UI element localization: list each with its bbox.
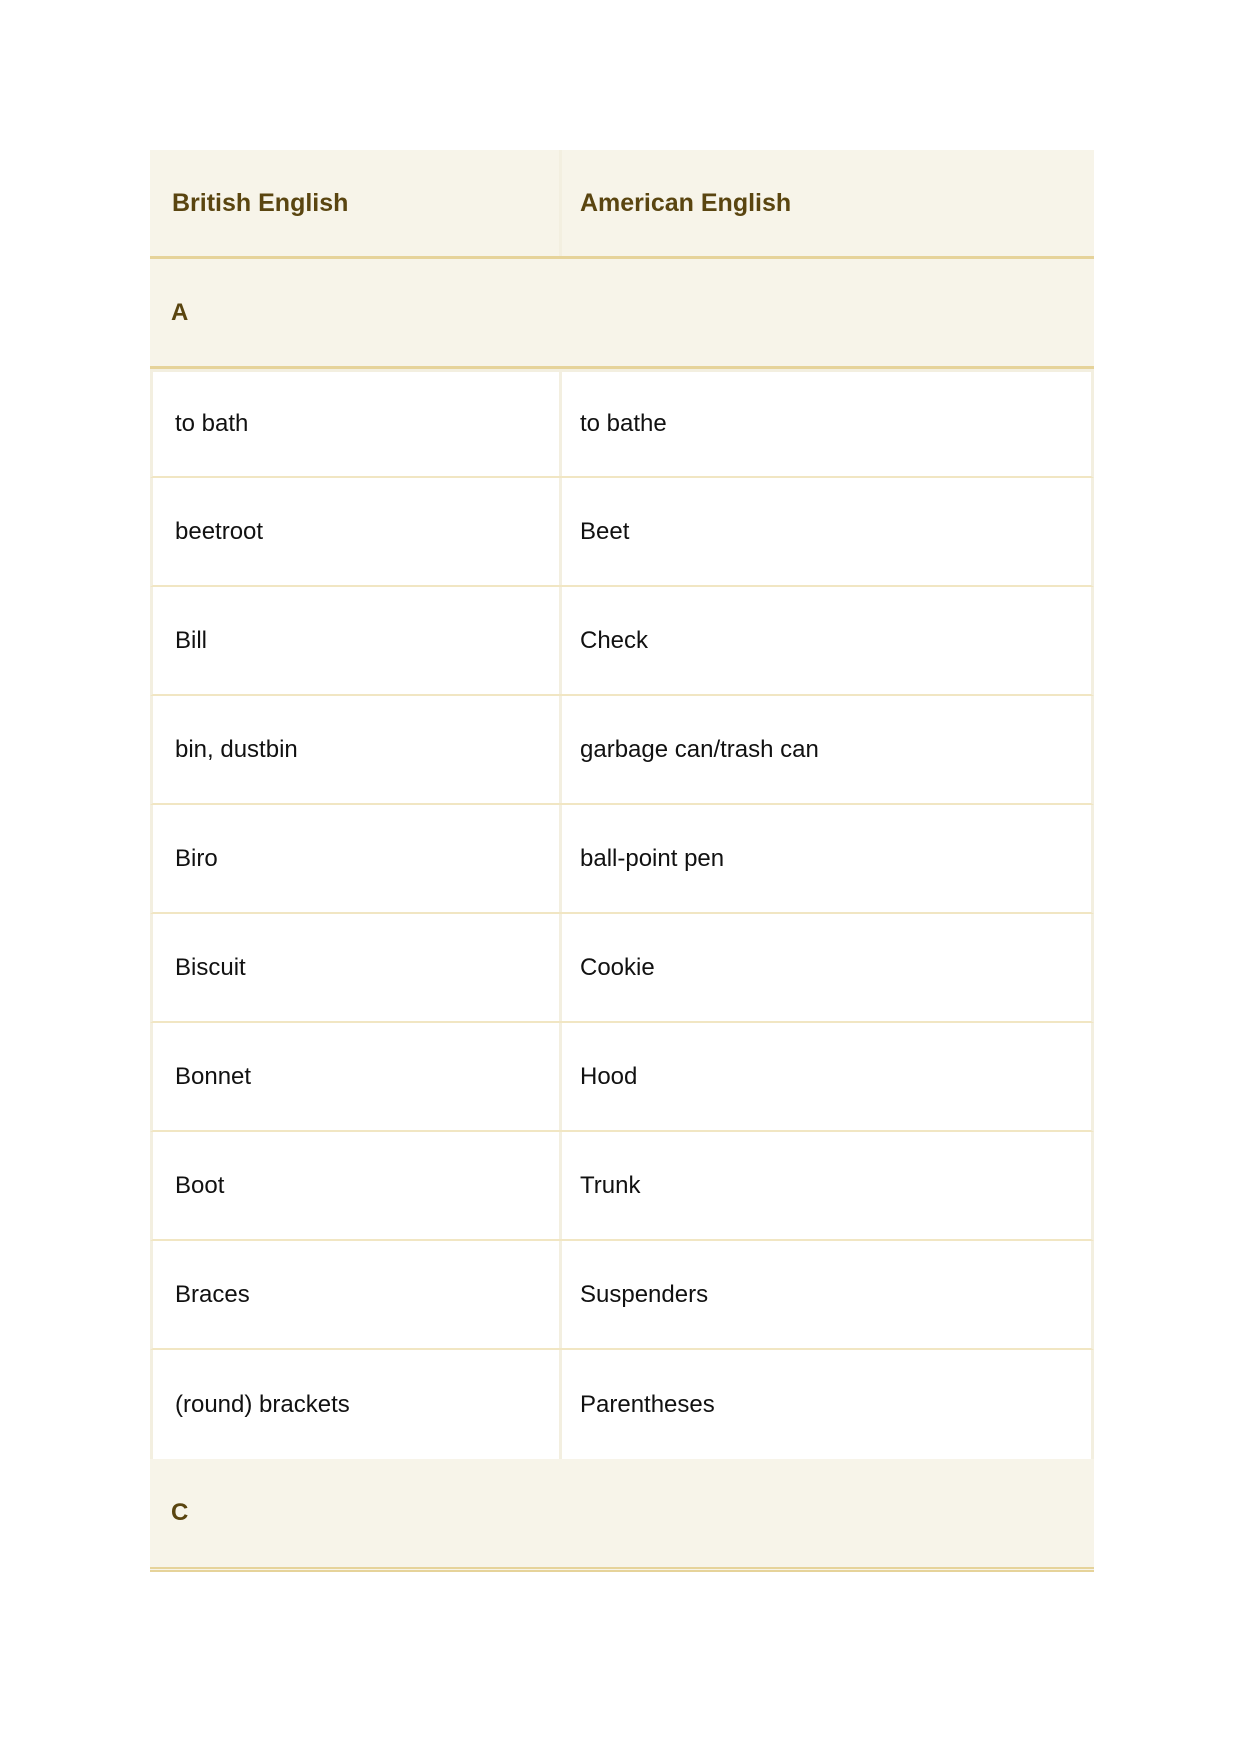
british-term: Biro [153,805,562,912]
british-american-vocabulary-table [150,150,1094,1572]
table-row [150,1023,1094,1132]
british-term: Bonnet [153,1023,562,1130]
american-term: garbage can/trash can [580,735,819,763]
table-header-row [150,150,1094,259]
table-row [150,914,1094,1023]
british-term: Braces [153,1241,562,1348]
header-british-english: British English [150,150,562,256]
section-header-a: A [150,259,1094,369]
british-term: beetroot [153,478,562,585]
section-header-c: C [150,1459,1094,1572]
header-american-english: American English [562,150,1094,256]
british-term: bin, dustbin [153,696,562,803]
american-term: Suspenders [580,1280,709,1308]
american-term: Beet [580,517,630,545]
table-row [150,1132,1094,1241]
american-term: to bathe [580,410,667,437]
table-row [150,587,1094,696]
british-term: Bill [153,587,562,694]
table-row [150,1241,1094,1350]
table-row [150,805,1094,914]
american-term: Hood [580,1062,638,1090]
table-row [150,478,1094,587]
american-term: Cookie [580,953,655,981]
american-term: Check [580,626,649,654]
table-row [150,1350,1094,1459]
table-row [150,696,1094,805]
table-row [150,369,1094,478]
american-term: Trunk [580,1171,641,1199]
american-term: Parentheses [580,1390,715,1418]
british-term: to bath [153,372,562,476]
british-term: Boot [153,1132,562,1239]
british-term: (round) brackets [153,1350,562,1459]
american-term: ball-point pen [580,844,725,872]
british-term: Biscuit [153,914,562,1021]
